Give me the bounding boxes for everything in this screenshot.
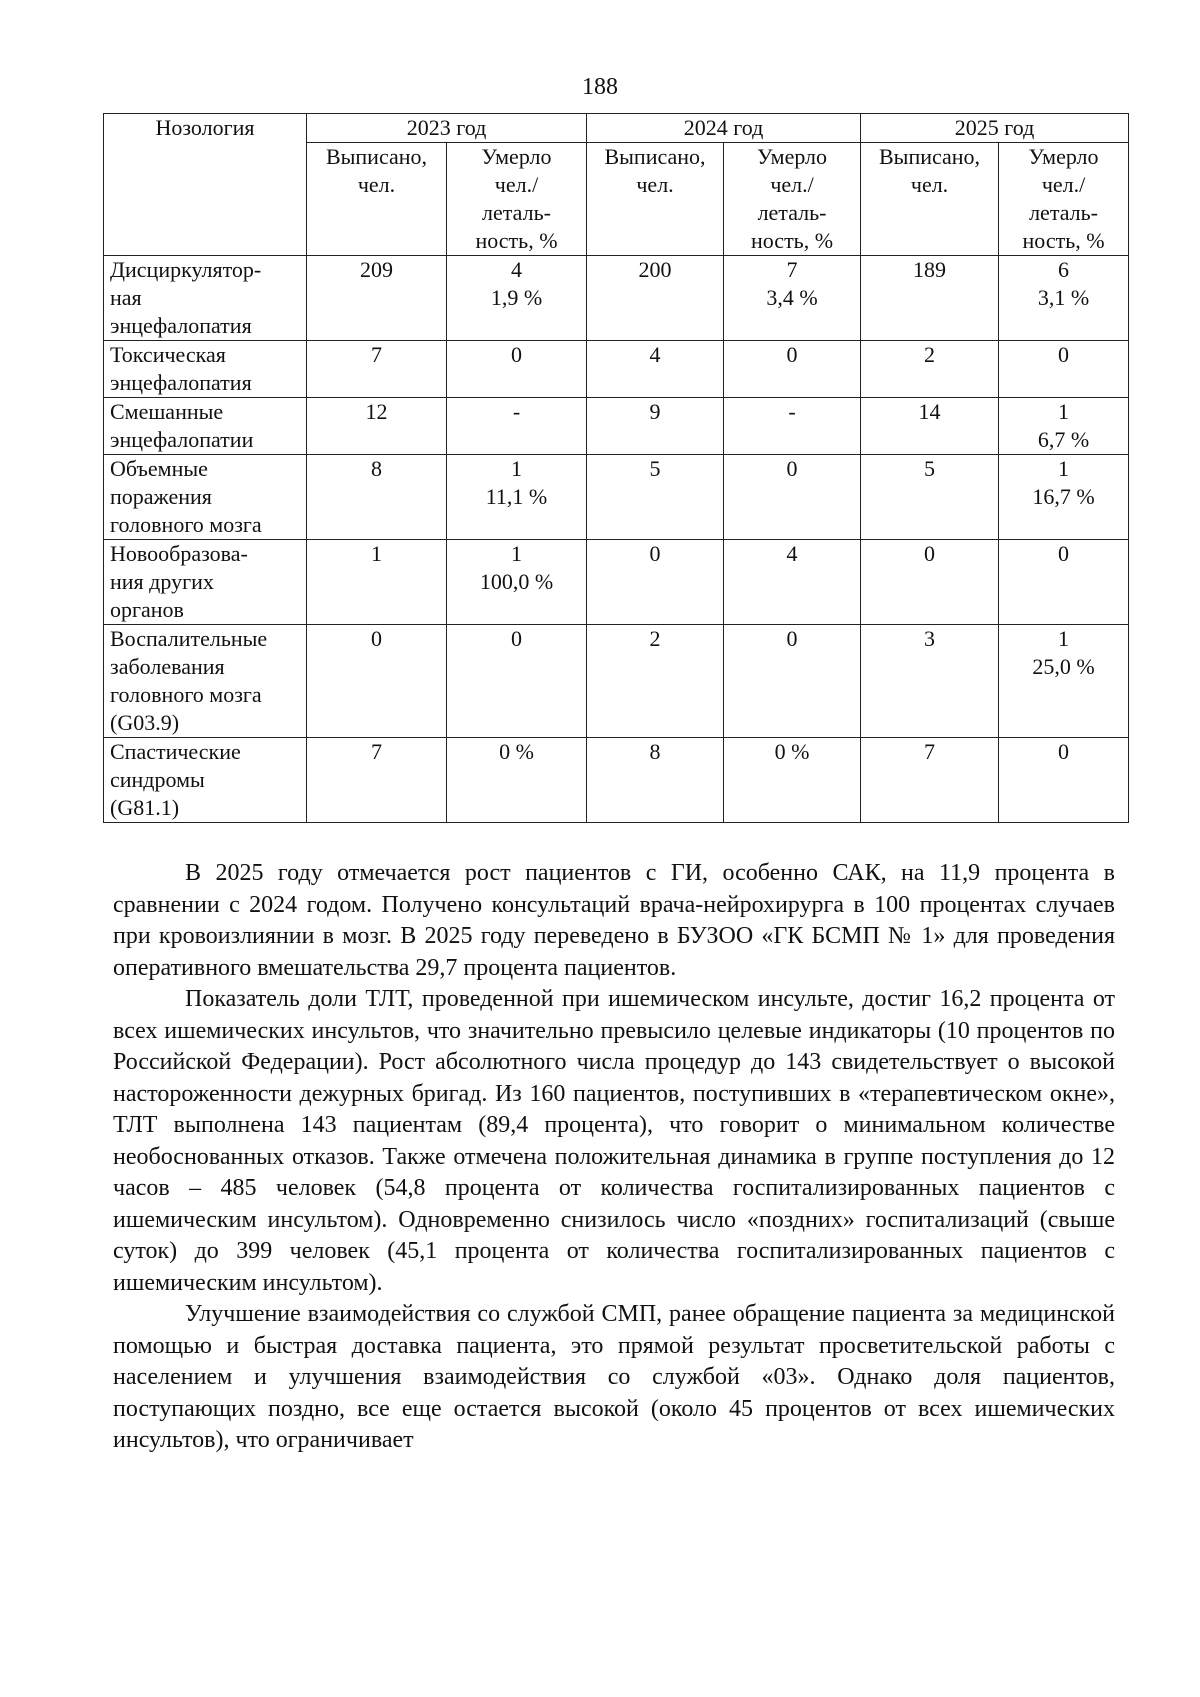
table-cell xyxy=(587,625,724,738)
table-cell xyxy=(307,738,447,823)
header-died-2024 xyxy=(724,143,861,256)
cell-value: 0 xyxy=(786,626,798,651)
table-cell xyxy=(724,455,861,540)
cell-value: 0 xyxy=(786,456,798,481)
row-label xyxy=(104,256,307,341)
table-cell xyxy=(861,341,999,398)
cell-value: 12 xyxy=(365,399,388,424)
table-cell xyxy=(587,455,724,540)
header-discharged-2024 xyxy=(587,143,724,256)
row-label-line: Воспалительные xyxy=(110,626,268,651)
table-cell xyxy=(999,540,1129,625)
cell-value: 7 xyxy=(924,739,936,764)
cell-value: 1 xyxy=(1058,456,1070,481)
table-cell xyxy=(724,738,861,823)
table-cell xyxy=(587,341,724,398)
cell-value: 189 xyxy=(913,257,947,282)
nosology-table xyxy=(103,113,1129,823)
header-discharged-2023 xyxy=(307,143,447,256)
cell-value: 1,9 % xyxy=(490,285,543,310)
table-cell xyxy=(307,398,447,455)
row-label xyxy=(104,540,307,625)
table-cell xyxy=(861,256,999,341)
table-cell xyxy=(861,738,999,823)
paragraph: В 2025 году отмечается рост пациентов с ГИ, особенно САК, на 11,9 процента в сравнении с 2024 годом. Получено консультаций врача-нейрохирурга в 100 процентах случаев при кровоизлиянии в мозг. В 2025 году переведено в БУЗОО «ГК БСМП № 1» для проведения оперативного вмешательства 29,7 процента пациентов. xyxy=(113,860,1115,981)
table-cell xyxy=(724,341,861,398)
row-label-line: поражения xyxy=(110,484,212,509)
table-cell xyxy=(861,625,999,738)
table-cell xyxy=(447,341,587,398)
table-cell xyxy=(587,256,724,341)
cell-value: 7 xyxy=(371,739,382,764)
cell-value: 1 xyxy=(371,541,382,566)
table-row xyxy=(104,540,1129,625)
table-cell xyxy=(724,540,861,625)
paragraph: Улучшение взаимодействия со службой СМП, ранее обращение пациента за медицинской помощью и быстрая доставка пациента, это прямой результат просветительской работы с населением и улучшения взаимодействия со службой «03». Однако доля пациентов, поступающих поздно, все еще остается высокой (около 45 процентов от всех ишемических инсультов), что ограничивает xyxy=(113,1301,1115,1453)
cell-value: 11,1 % xyxy=(485,484,548,509)
row-label-line: ная xyxy=(110,285,142,310)
header-line: ность, % xyxy=(475,228,558,253)
paragraph: Показатель доли ТЛТ, проведенной при ишемическом инсульте, достиг 16,2 процента от всех ишемических инсультов, что значительно превысило целевые индикаторы (10 процентов по Российской Федерации). Рост абсолютного числа процедур до 143 свидетельствует о высокой настороженности дежурных бригад. Из 160 пациентов, поступивших в «терапевтическом окне», ТЛТ выполнена 143 пациентам (89,4 процента), что говорит о минимальном количестве необоснованных отказов. Также отмечена положительная динамика в группе поступления до 12 часов – 485 человек (54,8 процента от количества госпитализированных пациентов с ишемическим инсультом). Одновременно снизилось число «поздних» госпитализаций (свыше суток) до 399 человек (45,1 процента от количества госпитализированных пациентов с ишемическим инсультом). xyxy=(113,986,1115,1296)
table-cell xyxy=(587,398,724,455)
table-row xyxy=(104,625,1129,738)
cell-value: 2 xyxy=(924,342,936,367)
cell-value: 0 xyxy=(511,342,522,367)
row-label-line: головного мозга xyxy=(110,512,262,537)
table-cell xyxy=(861,540,999,625)
cell-value: 7 xyxy=(371,342,382,367)
table-cell xyxy=(999,398,1129,455)
header-line: Выписано, xyxy=(325,144,428,169)
row-label xyxy=(104,625,307,738)
table-cell xyxy=(307,540,447,625)
table-cell xyxy=(447,256,587,341)
row-label-line: Спастические xyxy=(110,739,241,764)
header-discharged-2025 xyxy=(861,143,999,256)
cell-value: 0 xyxy=(1058,541,1070,566)
row-label-line: синдромы xyxy=(110,767,205,792)
page-number: 188 xyxy=(582,74,618,100)
cell-value: 200 xyxy=(638,257,672,282)
cell-value: - xyxy=(788,399,796,424)
cell-value: 0 xyxy=(1058,342,1070,367)
table-cell xyxy=(447,625,587,738)
table-row xyxy=(104,341,1129,398)
row-label-line: головного мозга xyxy=(110,682,262,707)
table-body xyxy=(104,256,1129,823)
header-line: ность, % xyxy=(750,228,834,253)
header-line: леталь- xyxy=(1029,200,1098,225)
table-cell xyxy=(861,398,999,455)
row-label-line: Новообразова- xyxy=(110,541,248,566)
table-row xyxy=(104,398,1129,455)
cell-value: 1 xyxy=(511,456,522,481)
row-label-line: Объемные xyxy=(110,456,208,481)
cell-value: 9 xyxy=(649,399,661,424)
header-nosology: Нозология xyxy=(104,114,307,256)
row-label xyxy=(104,738,307,823)
header-line: Выписано, xyxy=(878,144,981,169)
header-died-2025 xyxy=(999,143,1129,256)
cell-value: 209 xyxy=(360,257,393,282)
header-line: Умерло xyxy=(757,144,828,169)
cell-value: 8 xyxy=(371,456,382,481)
cell-value: 3,1 % xyxy=(1037,285,1090,310)
body-text xyxy=(113,858,1115,1457)
cell-value: 3,4 % xyxy=(766,285,818,310)
table-cell xyxy=(999,625,1129,738)
row-label-line: органов xyxy=(110,597,184,622)
row-label xyxy=(104,455,307,540)
header-line: ность, % xyxy=(1022,228,1105,253)
table-cell xyxy=(724,625,861,738)
table-cell xyxy=(999,341,1129,398)
cell-value: 5 xyxy=(649,456,661,481)
row-label-line: (G03.9) xyxy=(110,710,180,735)
cell-value: 1 xyxy=(1058,626,1070,651)
header-line: леталь- xyxy=(757,200,827,225)
cell-value: 3 xyxy=(924,626,936,651)
cell-value: 0 xyxy=(649,541,661,566)
cell-value: 6 xyxy=(1058,257,1070,282)
cell-value: 4 xyxy=(786,541,798,566)
cell-value: 7 xyxy=(786,257,798,282)
cell-value: 25,0 % xyxy=(1032,654,1095,679)
header-line: чел. xyxy=(636,172,674,197)
table-cell xyxy=(307,256,447,341)
cell-value: 0 % xyxy=(499,739,534,764)
header-line: Умерло xyxy=(1028,144,1099,169)
table-cell xyxy=(861,455,999,540)
header-line: чел. xyxy=(357,172,396,197)
table-cell xyxy=(587,540,724,625)
table-cell xyxy=(307,341,447,398)
cell-value: 0 xyxy=(924,541,936,566)
header-line: чел./ xyxy=(770,172,814,197)
table-row xyxy=(104,256,1129,341)
table-cell xyxy=(447,398,587,455)
cell-value: 0 xyxy=(511,626,522,651)
cell-value: 14 xyxy=(918,399,941,424)
table-row xyxy=(104,738,1129,823)
header-line: чел./ xyxy=(1041,172,1086,197)
header-line: чел. xyxy=(910,172,949,197)
cell-value: 4 xyxy=(649,342,661,367)
row-label xyxy=(104,398,307,455)
cell-value: 1 xyxy=(511,541,522,566)
table-cell xyxy=(447,540,587,625)
table-cell xyxy=(999,738,1129,823)
cell-value: 0 % xyxy=(774,739,810,764)
table-cell xyxy=(587,738,724,823)
header-line: леталь- xyxy=(482,200,551,225)
table-header-row-years xyxy=(104,114,1129,143)
table-cell xyxy=(447,738,587,823)
cell-value: 1 xyxy=(1058,399,1070,424)
row-label-line: Смешанные xyxy=(110,399,224,424)
row-label xyxy=(104,341,307,398)
cell-value: 6,7 % xyxy=(1037,427,1090,452)
cell-value: 8 xyxy=(649,739,661,764)
header-line: Умерло xyxy=(481,144,552,169)
header-year-2024: 2024 год xyxy=(587,114,861,143)
row-label-line: ния других xyxy=(110,569,214,594)
table-cell xyxy=(447,455,587,540)
header-line: Выписано, xyxy=(604,144,706,169)
table-cell xyxy=(307,455,447,540)
row-label-line: заболевания xyxy=(110,654,225,679)
table-cell xyxy=(307,625,447,738)
table-cell xyxy=(999,256,1129,341)
table-cell xyxy=(724,256,861,341)
header-died-2023 xyxy=(447,143,587,256)
row-label-line: Токсическая xyxy=(110,342,226,367)
header-line: чел./ xyxy=(494,172,539,197)
cell-value: 100,0 % xyxy=(479,569,554,594)
cell-value: 5 xyxy=(924,456,936,481)
table-cell xyxy=(724,398,861,455)
row-label-line: (G81.1) xyxy=(110,795,180,820)
cell-value: 2 xyxy=(649,626,661,651)
table-cell xyxy=(999,455,1129,540)
cell-value: 0 xyxy=(786,342,798,367)
row-label-line: энцефалопатия xyxy=(110,313,252,338)
header-year-2025: 2025 год xyxy=(861,114,1129,143)
table-row xyxy=(104,455,1129,540)
row-label-line: энцефалопатии xyxy=(110,427,254,452)
header-year-2023: 2023 год xyxy=(307,114,587,143)
row-label-line: энцефалопатия xyxy=(110,370,252,395)
row-label-line: Дисциркулятор- xyxy=(110,257,262,282)
cell-value: 16,7 % xyxy=(1032,484,1095,509)
cell-value: 0 xyxy=(1058,739,1070,764)
cell-value: 0 xyxy=(371,626,382,651)
cell-value: 4 xyxy=(511,257,522,282)
cell-value: - xyxy=(512,399,521,424)
